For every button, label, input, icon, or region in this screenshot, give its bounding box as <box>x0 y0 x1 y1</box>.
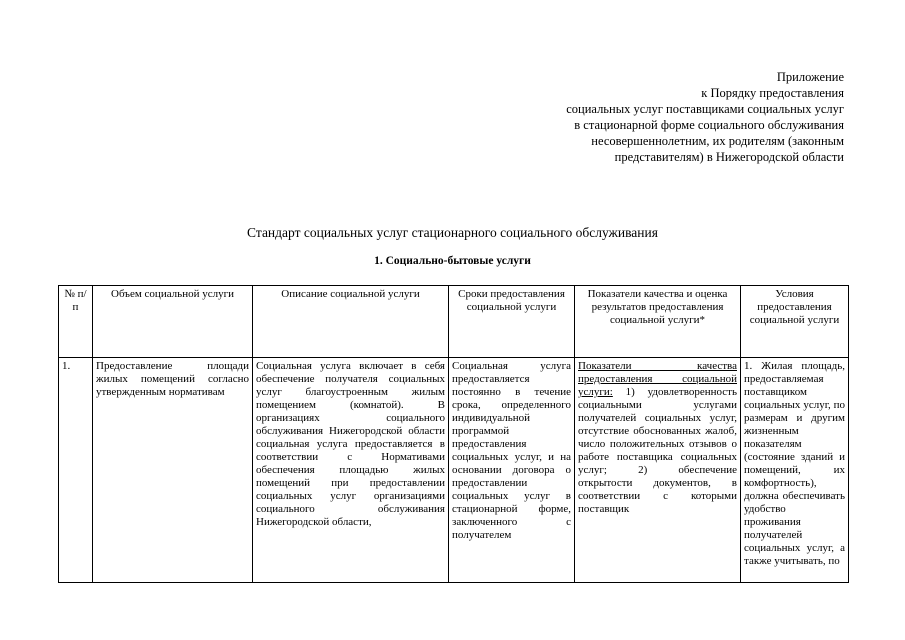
header-conditions: Условия предоставления социальной услуги <box>741 286 849 358</box>
header-quality: Показатели качества и оценка результатов предоставления социальной услуги* <box>575 286 741 358</box>
document-title: Стандарт социальных услуг стационарного социального обслуживания <box>247 225 658 240</box>
cell-quality <box>575 358 741 583</box>
appendix-line: в стационарной форме социального обслуживания <box>574 118 844 132</box>
cell-terms: Социальная услуга предоставляется постоянно в течение срока, определенного индивидуальной программой предоставления социальных услуг, и на основании договора о предоставлении социальных услуг в стационарной форме, заключенного с получателем <box>449 358 575 583</box>
table-header-row <box>59 286 849 358</box>
cell-description: Социальная услуга включает в себя обеспечение получателя социальных услуг благоустроенным жилым помещением (комнатой). В организациях социального обслуживания Нижегородской области социальная услуга предоставляется в соответствии с Нормативами обеспечения площадью жилых помещений при предоставлении социальных услуг организациями социального обслуживания Нижегородской области, <box>253 358 449 583</box>
appendix-line: несовершеннолетним, их родителям (законным <box>591 134 844 148</box>
header-volume: Объем социальной услуги <box>93 286 253 358</box>
cell-volume: Предоставление площади жилых помещений согласно утвержденным нормативам <box>93 358 253 583</box>
header-terms: Сроки предоставления социальной услуги <box>449 286 575 358</box>
cell-conditions: 1. Жилая площадь, предоставляемая поставщиком социальных услуг, по размерам и другим жизненным показателям (состояние зданий и помещений, их комфортность), должна обеспечивать удобство проживания получателей социальных услуг, а также учитывать, по <box>741 358 849 583</box>
section-title: 1. Социально-бытовые услуги <box>374 255 531 267</box>
header-description: Описание социальной услуги <box>253 286 449 358</box>
table-row <box>59 358 849 583</box>
cell-num: 1. <box>59 358 93 583</box>
appendix-line: социальных услуг поставщиками социальных услуг <box>566 102 844 116</box>
standard-table <box>58 285 849 583</box>
appendix-header <box>424 69 844 165</box>
quality-heading: Показатели качества предоставления социальной услуги: <box>578 360 737 398</box>
appendix-line: Приложение <box>776 70 844 84</box>
appendix-line: представителям) в Нижегородской области <box>614 150 844 164</box>
header-num: № п/п <box>59 286 93 358</box>
quality-text: 1) удовлетворенность социальными услугами получателей социальных услуг, отсутствие обоснованных жалоб, число положительных отзывов о работе поставщика социальных услуг; 2) обеспечение открытости документов, в соответствии с которыми поставщик <box>578 386 737 515</box>
appendix-line: к Порядку предоставления <box>701 86 844 100</box>
